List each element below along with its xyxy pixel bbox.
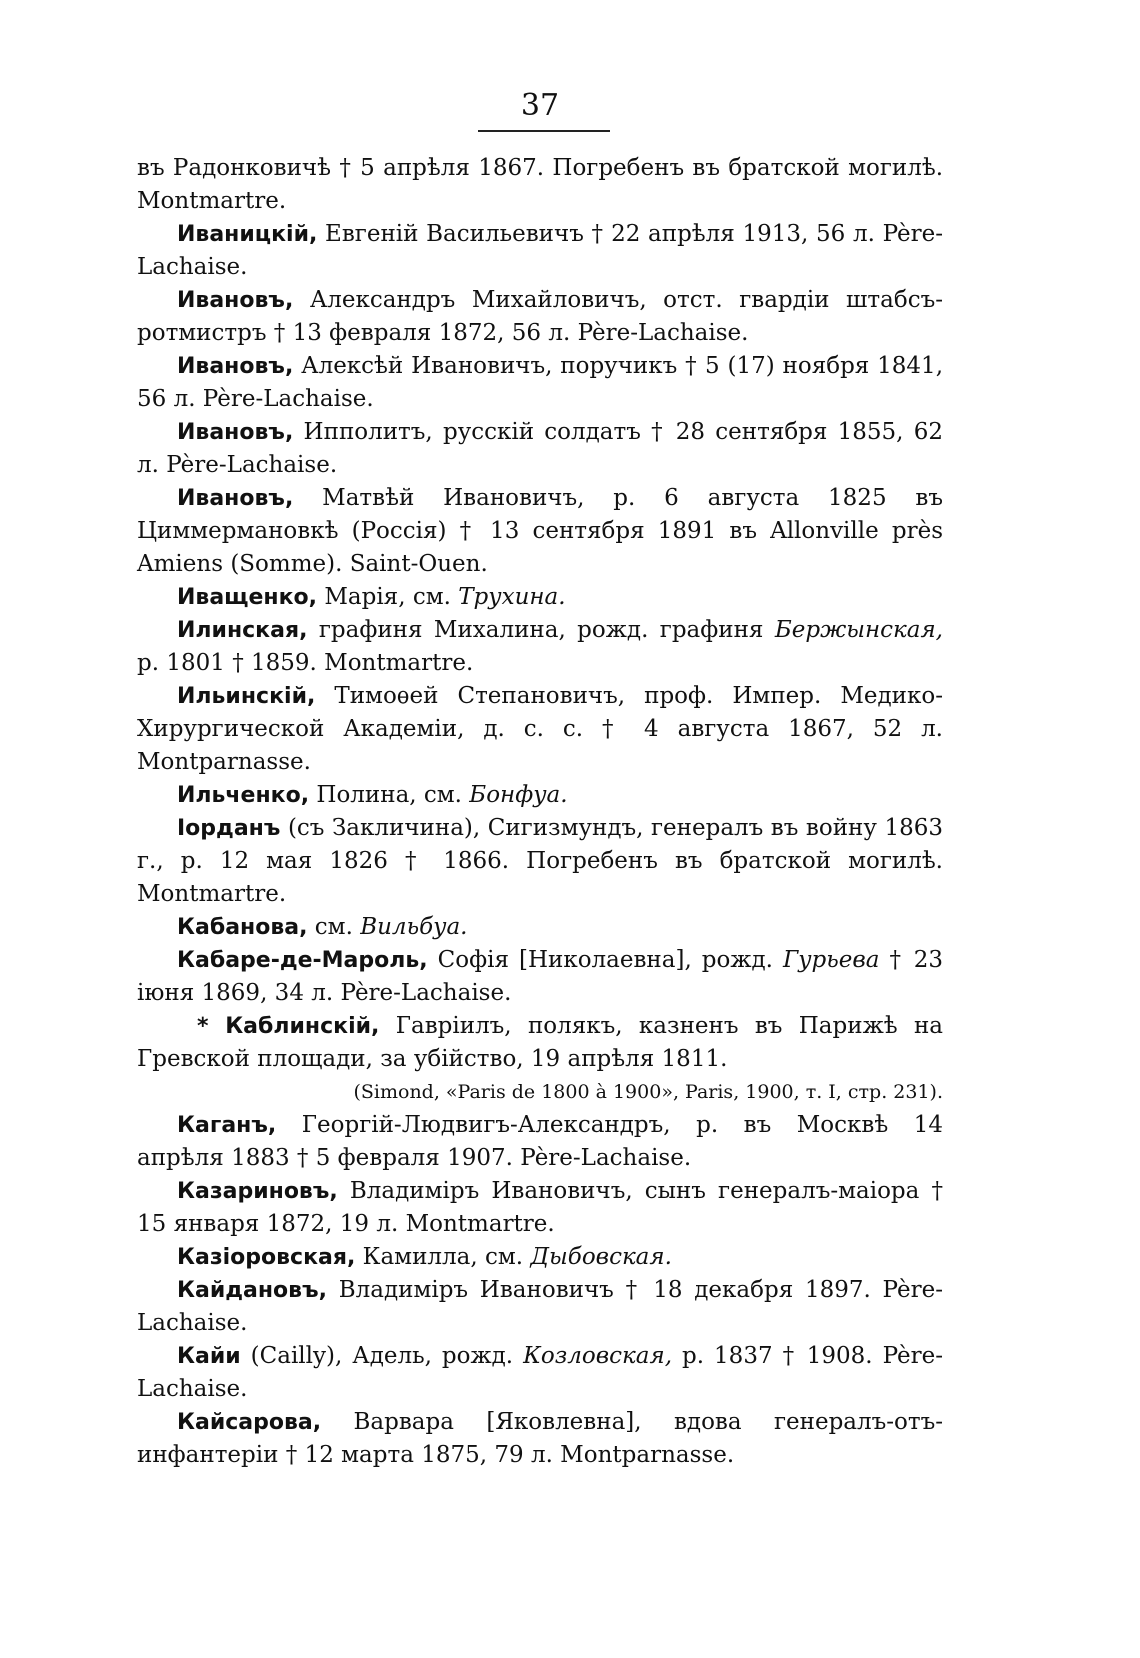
entry-name: Кабаре-де-Мароль, bbox=[177, 948, 428, 973]
entry-kaysarova: Кайсарова, Варвара [Яковлевна], вдова генералъ-отъ-инфантеріи † 12 марта 1875, 79 л. Montparnasse. bbox=[137, 1409, 943, 1468]
entry-name: Иваницкій, bbox=[177, 222, 318, 247]
entry-continuation: въ Радонковичѣ † 5 апрѣля 1867. Погребенъ въ братской могилѣ. Montmartre. bbox=[137, 155, 943, 214]
entry-kazarinov: Казариновъ, Владиміръ Ивановичъ, сынъ генералъ-маіора † 15 января 1872, 19 л. Montmartre. bbox=[137, 1178, 943, 1237]
entry-ilinskaya: Илинская, графиня Михалина, рожд. графиня Бержынская, р. 1801 † 1859. Montmartre. bbox=[137, 617, 943, 676]
entry-xref: Бонфуа. bbox=[469, 782, 568, 808]
entry-xref: Дыбовская. bbox=[530, 1244, 672, 1270]
entry-name: Кайи bbox=[177, 1344, 241, 1369]
entry-ivanov-matvey: Ивановъ, Матвѣй Ивановичъ, р. 6 августа 1825 въ Циммермановкѣ (Россія) † 13 сентября 1891 въ Allonville près Amiens (Somme). Saint-Ouen. bbox=[137, 485, 943, 577]
entry-name: Ивановъ, bbox=[177, 420, 294, 445]
entry-xref: Трухина. bbox=[458, 584, 566, 610]
entry-kaziorovskaya: Казіоровская, Камилла, см. Дыбовская. bbox=[177, 1244, 672, 1270]
entry-name: Ивановъ, bbox=[177, 288, 294, 313]
entry-xref: Козловская, bbox=[523, 1343, 673, 1369]
entry-ivanitsky: Иваницкій, Евгеній Васильевичъ † 22 апрѣля 1913, 56 л. Père-Lachaise. bbox=[137, 221, 943, 280]
entry-kayi: Кайи (Cailly), Адель, рожд. Козловская, р. 1837 † 1908. Père-Lachaise. bbox=[137, 1343, 943, 1402]
entry-name: Казіоровская, bbox=[177, 1245, 356, 1270]
entry-name: Иващенко, bbox=[177, 585, 318, 610]
entry-kabanova: Кабанова, см. Вильбуа. bbox=[177, 914, 468, 940]
entry-kagan: Каганъ, Георгій-Людвигъ-Александръ, р. въ Москвѣ 14 апрѣля 1883 † 5 февраля 1907. Père-Lachaise. bbox=[137, 1112, 943, 1171]
entry-citation: (Simond, «Paris de 1800 à 1900», Paris, 1900, т. I, стр. 231). bbox=[353, 1081, 943, 1103]
entry-name: Ивановъ, bbox=[177, 354, 294, 379]
entry-kaydanov: Кайдановъ, Владиміръ Ивановичъ † 18 декабря 1897. Père-Lachaise. bbox=[137, 1277, 943, 1336]
entry-name: Кайдановъ, bbox=[177, 1278, 327, 1303]
entry-name: Илинская, bbox=[177, 618, 308, 643]
entry-xref: Гурьева bbox=[782, 947, 880, 973]
entry-list bbox=[137, 152, 943, 1472]
entry-xref: Бержынская, bbox=[774, 617, 943, 643]
entry-name: Ильченко, bbox=[177, 783, 310, 808]
entry-iordan: Іорданъ (съ Закличина), Сигизмундъ, генералъ въ войну 1863 г., р. 12 мая 1826 † 1866. Погребенъ въ братской могилѣ. Montmartre. bbox=[137, 815, 943, 907]
entry-ivashchenko: Иващенко, Марія, см. Трухина. bbox=[177, 584, 566, 610]
entry-name: Ивановъ, bbox=[177, 486, 294, 511]
entry-name: Кайсарова, bbox=[177, 1410, 322, 1435]
entry-name: Ильинскій, bbox=[177, 684, 316, 709]
entry-name: Кабанова, bbox=[177, 915, 308, 940]
page-number-rule bbox=[478, 130, 610, 132]
entry-name: Каблинскій, bbox=[225, 1014, 380, 1039]
page-number: 37 bbox=[520, 88, 560, 123]
entry-ilinsky: Ильинскій, Тимоѳей Степановичъ, проф. Импер. Медико-Хирургической Академіи, д. с. с. † 4 августа 1867, 52 л. Montparnasse. bbox=[137, 683, 943, 775]
entry-name: Каганъ, bbox=[177, 1113, 277, 1138]
entry-xref: Вильбуа. bbox=[360, 914, 468, 940]
entry-kablinsky: * Каблинскій, Гавріилъ, полякъ, казненъ въ Парижѣ на Гревской площади, за убійство, 19 апрѣля 1811. bbox=[137, 1013, 943, 1072]
entry-ivanov-ippolit: Ивановъ, Ипполитъ, русскій солдатъ † 28 сентября 1855, 62 л. Père-Lachaise. bbox=[137, 419, 943, 478]
entry-ivanov-alexey: Ивановъ, Алексѣй Ивановичъ, поручикъ † 5 (17) ноября 1841, 56 л. Père-Lachaise. bbox=[137, 353, 943, 412]
entry-name: Іорданъ bbox=[177, 816, 281, 841]
entry-ivanov-alexander: Ивановъ, Александръ Михайловичъ, отст. гвардіи штабсъ-ротмистръ † 13 февраля 1872, 56 л. Père-Lachaise. bbox=[137, 287, 943, 346]
entry-ilchenko: Ильченко, Полина, см. Бонфуа. bbox=[177, 782, 568, 808]
entry-name: Казариновъ, bbox=[177, 1179, 338, 1204]
entry-kabare-de-marol: Кабаре-де-Мароль, Софія [Николаевна], рожд. Гурьева † 23 іюня 1869, 34 л. Père-Lachaise. bbox=[137, 947, 943, 1006]
entry-star-marker: * bbox=[197, 1014, 226, 1039]
